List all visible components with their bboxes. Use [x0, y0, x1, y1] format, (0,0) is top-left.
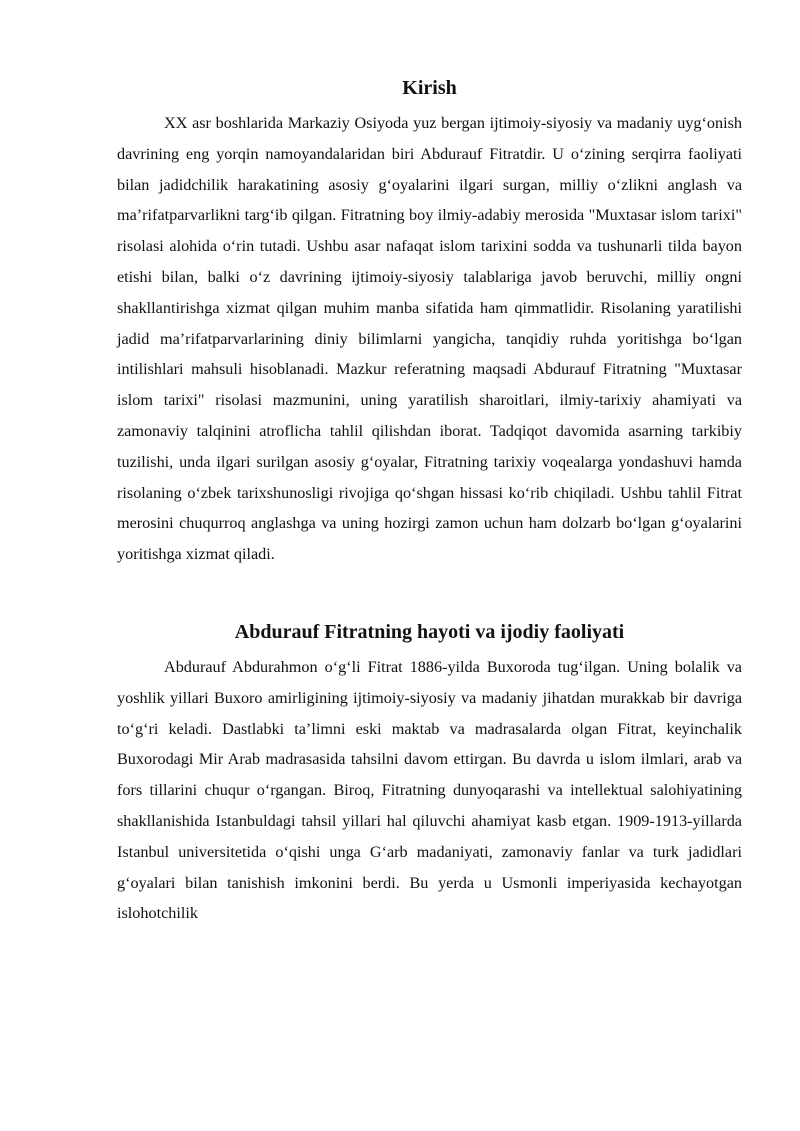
intro-paragraph: XX asr boshlarida Markaziy Osiyoda yuz bergan ijtimoiy-siyosiy va madaniy uyg‘onish davrining eng yorqin namoyandalaridan biri Abdurauf Fitratdir. U o‘zining serqirra faoliyati bilan jadidchilik harakatining asosiy g‘oyalarini ilgari surgan, milliy o‘zlikni anglash va ma’rifatparvarlikni targ‘ib qilgan. Fitratning boy ilmiy-adabiy merosida "Muxtasar islom tarixi" risolasi alohida o‘rin tutadi. Ushbu asar nafaqat islom tarixini sodda va tushunarli tilda bayon etishi bilan, balki o‘z davrining ijtimoiy-siyosiy talablariga javob beruvchi, milliy ongni shakllantirishga xizmat qilgan muhim manba sifatida ham qimmatlidir. Risolaning yaratilishi jadid ma’rifatparvarlarining diniy bilimlarni yangicha, tanqidiy ruhda yoritishga bo‘lgan intilishlari mahsuli hisoblanadi. Mazkur referatning maqsadi Abdurauf Fitratning "Muxtasar islom tarixi" risolasi mazmunini, uning yaratilish sharoitlari, ilmiy-tarixiy ahamiyati va zamonaviy talqinini atroflicha tahlil qilishdan iborat. Tadqiqot davomida asarning tarkibiy tuzilishi, unda ilgari surilgan asosiy g‘oyalar, Fitratning tarixiy voqealarga yondashuvi hamda risolaning o‘zbek tarixshunosligi rivojiga qo‘shgan hissasi ko‘rib chiqiladi. Ushbu tahlil Fitrat merosini chuqurroq anglashga va uning hozirgi zamon uchun ham dolzarb bo‘lgan g‘oyalarini yoritishga xizmat qiladi. [117, 114, 742, 564]
biography-paragraph: Abdurauf Abdurahmon o‘g‘li Fitrat 1886-yilda Buxoroda tug‘ilgan. Uning bolalik va yoshlik yillari Buxoro amirligining ijtimoiy-siyosiy va madaniy jihatdan murakkab bir davriga to‘g‘ri keladi. Dastlabki ta’limni eski maktab va madrasalarda olgan Fitrat, keyinchalik Buxorodagi Mir Arab madrasasida tahsilni davom ettirgan. Bu davrda u islom ilmlari, arab va fors tillarini chuqur o‘rgangan. Biroq, Fitratning dunyoqarashi va intellektual salohiyatining shakllanishida Istanbuldagi tahsil yillari hal qiluvchi ahamiyat kasb etgan. 1909-1913-yillarda Istanbul universitetida o‘qishi unga G‘arb madaniyati, zamonaviy fanlar va turk jadidlari g‘oyalari bilan tanishish imkonini berdi. Bu yerda u Usmonli imperiyasida kechayotgan islohotchilik [117, 657, 742, 923]
section-title-kirish: Kirish [402, 77, 457, 99]
document-page [117, 70, 742, 929]
section-title-biography: Abdurauf Fitratning hayoti va ijodiy faoliyati [234, 620, 625, 643]
